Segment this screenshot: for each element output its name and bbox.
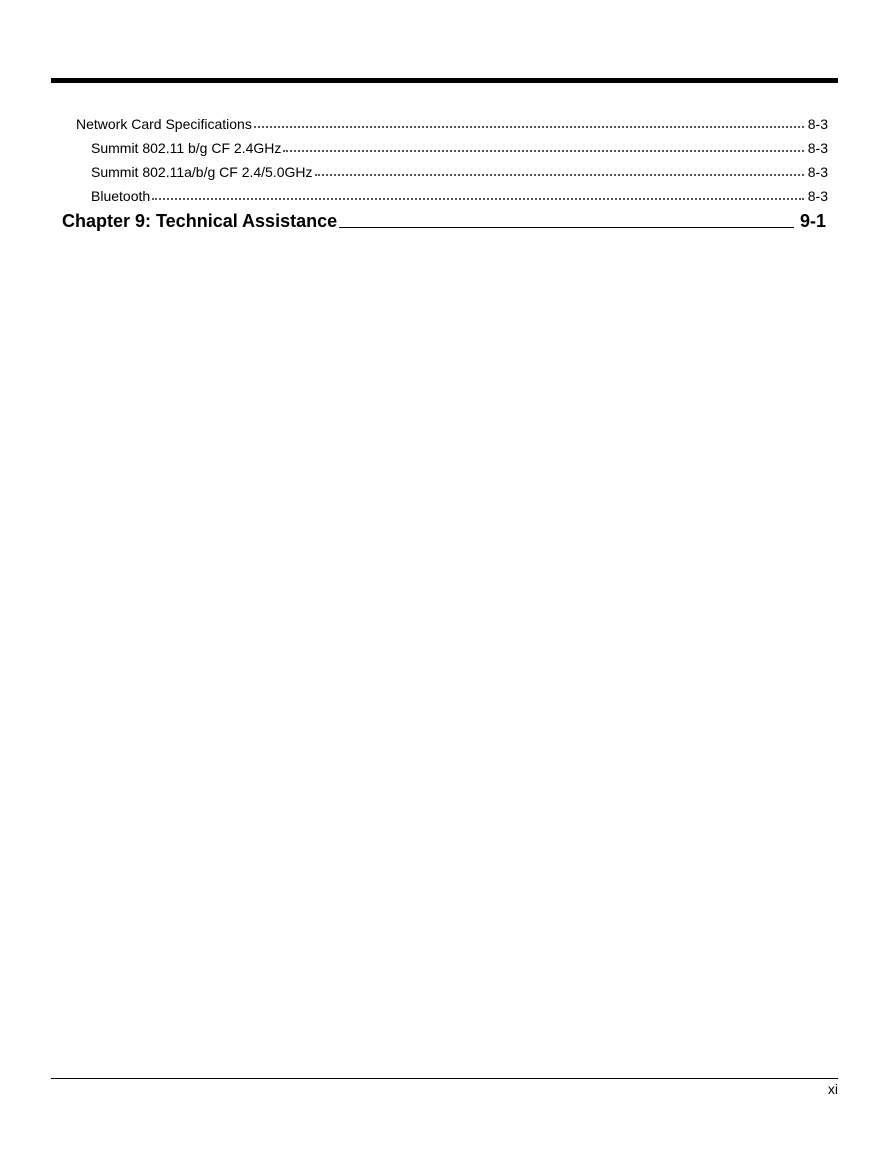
toc-entry-chapter-9[interactable] <box>62 211 826 232</box>
toc-entry-page: 8-3 <box>807 188 828 204</box>
toc-entry-title: Summit 802.11a/b/g CF 2.4/5.0GHz <box>91 164 313 180</box>
toc-dot-leader <box>254 125 804 128</box>
toc-dot-leader <box>152 197 804 200</box>
toc-entry-page: 8-3 <box>807 140 828 156</box>
toc-chapter-page: 9-1 <box>799 211 826 231</box>
toc-chapter-title: Chapter 9: Technical Assistance <box>62 211 338 231</box>
toc-entry-bluetooth[interactable] <box>91 188 828 204</box>
toc-entry-title: Network Card Specifications <box>76 116 252 132</box>
toc-solid-leader <box>339 226 794 228</box>
toc-entry-page: 8-3 <box>807 116 828 132</box>
toc-entry-network-card-specifications[interactable] <box>76 116 828 132</box>
header-rule <box>51 78 838 83</box>
toc-dot-leader <box>283 149 803 152</box>
footer-rule <box>51 1078 838 1079</box>
toc-entry-summit-bg-cf[interactable] <box>91 140 828 156</box>
toc-entry-title: Summit 802.11 b/g CF 2.4GHz <box>91 140 282 156</box>
toc-entry-title: Bluetooth <box>91 188 151 204</box>
toc-entry-page: 8-3 <box>807 164 828 180</box>
toc-entry-summit-abg-cf[interactable] <box>91 164 828 180</box>
page-number: xi <box>827 1081 838 1097</box>
toc-dot-leader <box>315 173 804 176</box>
